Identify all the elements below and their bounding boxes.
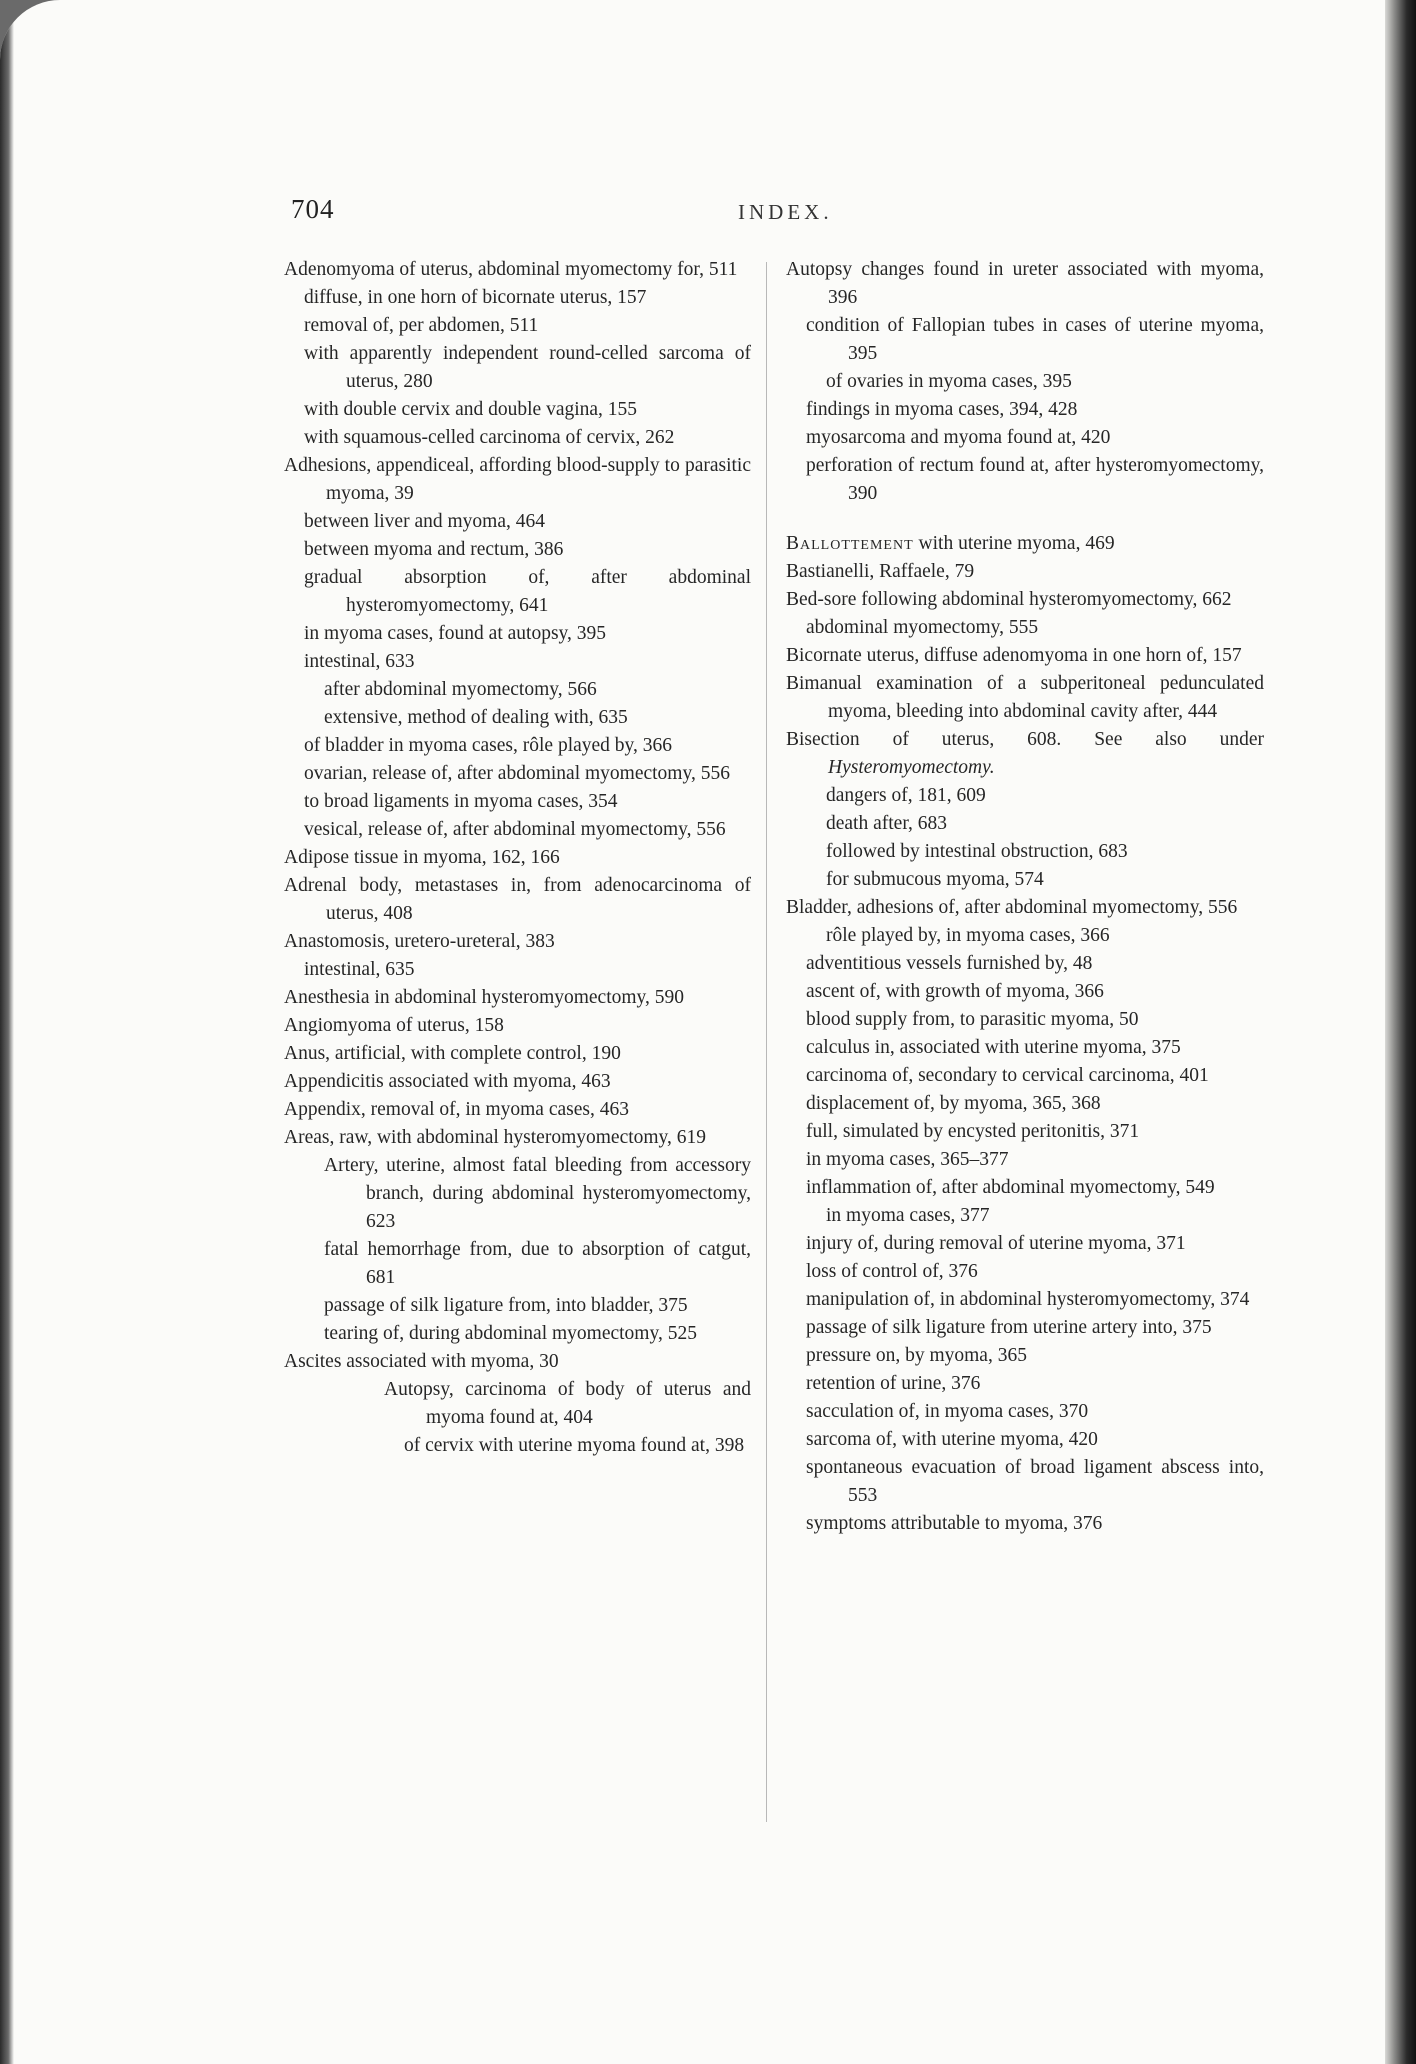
index-entry-text: Bladder, adhesions of, after abdominal myomectomy, 556	[786, 897, 1238, 918]
index-entry	[786, 670, 1264, 726]
index-entry	[786, 1062, 1264, 1090]
index-entry-text: Adenomyoma of uterus, abdominal myomectomy for, 511	[284, 259, 738, 280]
index-entry-text: condition of Fallopian tubes in cases of uterine myoma, 395	[806, 315, 1264, 364]
index-entry	[786, 368, 1264, 396]
index-entry-text: Angiomyoma of uterus, 158	[284, 1015, 504, 1036]
index-entry-text: of bladder in myoma cases, rôle played by, 366	[304, 735, 673, 756]
index-entry	[786, 452, 1264, 508]
index-entry-text: dangers of, 181, 609	[826, 785, 986, 806]
index-entry-text: Adrenal body, metastases in, from adenocarcinoma of uterus, 408	[284, 875, 751, 924]
index-entry-text: between liver and myoma, 464	[304, 511, 545, 532]
index-entry	[786, 1230, 1264, 1258]
index-entry-text: in myoma cases, found at autopsy, 395	[304, 623, 607, 644]
index-entry	[786, 256, 1264, 312]
index-entry	[786, 1174, 1264, 1202]
index-column-left	[284, 256, 751, 1460]
index-entry-text: vesical, release of, after abdominal myomectomy, 556	[304, 819, 726, 840]
index-entry-text: Bastianelli, Raffaele, 79	[786, 561, 975, 582]
index-entry	[284, 312, 751, 340]
running-head: INDEX.	[738, 200, 833, 224]
index-entry	[786, 1202, 1264, 1230]
index-entry	[284, 872, 751, 928]
index-entry-text: removal of, per abdomen, 511	[304, 315, 539, 336]
index-entry-text: loss of control of, 376	[806, 1261, 978, 1282]
index-entry	[284, 620, 751, 648]
index-entry-text: fatal hemorrhage from, due to absorption of catgut, 681	[324, 1239, 751, 1288]
page-edge-right	[1385, 0, 1416, 2064]
index-entry-text: Bimanual examination of a subperitoneal pedunculated myoma, bleeding into abdominal cavity after, 444	[786, 673, 1264, 722]
index-entry-text: Ascites associated with myoma, 30	[284, 1351, 559, 1372]
index-entry-text: abdominal myomectomy, 555	[806, 617, 1039, 638]
index-entry	[284, 732, 751, 760]
index-entry-text: extensive, method of dealing with, 635	[324, 707, 628, 728]
index-entry-text: Adipose tissue in myoma, 162, 166	[284, 847, 560, 868]
index-entry-text: blood supply from, to parasitic myoma, 50	[806, 1009, 1139, 1030]
index-entry	[786, 1118, 1264, 1146]
index-entry-text: between myoma and rectum, 386	[304, 539, 564, 560]
index-entry-text: Artery, uterine, almost fatal bleeding from accessory branch, during abdominal hysteromyomectomy, 623	[324, 1155, 751, 1232]
index-entry-text: with apparently independent round-celled sarcoma of uterus, 280	[304, 343, 751, 392]
index-entry	[786, 978, 1264, 1006]
entry-gap	[786, 508, 1264, 530]
index-entry-text: full, simulated by encysted peritonitis, 371	[806, 1121, 1140, 1142]
index-entry-text: inflammation of, after abdominal myomectomy, 549	[806, 1177, 1215, 1198]
index-entry	[284, 424, 751, 452]
index-entry	[786, 1314, 1264, 1342]
index-entry-text: injury of, during removal of uterine myoma, 371	[806, 1233, 1186, 1254]
index-entry-text: intestinal, 633	[304, 651, 415, 672]
index-entry	[786, 1454, 1264, 1510]
index-entry	[284, 1348, 751, 1376]
index-entry	[786, 1034, 1264, 1062]
index-entry	[284, 256, 751, 284]
index-entry-text: Anastomosis, uretero-ureteral, 383	[284, 931, 555, 952]
index-entry-heading: Ballottement	[786, 533, 914, 554]
index-entry-text: ovarian, release of, after abdominal myomectomy, 556	[304, 763, 730, 784]
index-entry	[786, 1146, 1264, 1174]
index-entry	[786, 866, 1264, 894]
index-entry	[284, 760, 751, 788]
index-entry	[284, 844, 751, 872]
page-number: 704	[291, 194, 335, 224]
index-entry-text: myosarcoma and myoma found at, 420	[806, 427, 1111, 448]
index-entry-text: passage of silk ligature from uterine artery into, 375	[806, 1317, 1212, 1338]
column-divider	[766, 262, 767, 1822]
index-entry	[284, 1040, 751, 1068]
index-entry	[284, 1376, 751, 1432]
index-entry-text: findings in myoma cases, 394, 428	[806, 399, 1078, 420]
index-entry-text: for submucous myoma, 574	[826, 869, 1044, 890]
index-entry-text: to broad ligaments in myoma cases, 354	[304, 791, 618, 812]
index-entry-text: Anus, artificial, with complete control, 190	[284, 1043, 621, 1064]
index-entry	[284, 1236, 751, 1292]
index-entry-text: Autopsy changes found in ureter associated with myoma, 396	[786, 259, 1264, 308]
index-entry-text: pressure on, by myoma, 365	[806, 1345, 1027, 1366]
index-entry-text: of ovaries in myoma cases, 395	[826, 371, 1072, 392]
index-entry	[284, 1068, 751, 1096]
index-entry	[786, 1398, 1264, 1426]
index-entry-text: Bicornate uterus, diffuse adenomyoma in one horn of, 157	[786, 645, 1242, 666]
index-entry-text: diffuse, in one horn of bicornate uterus, 157	[304, 287, 647, 308]
index-entry-text: Bisection of uterus, 608. See also under	[786, 729, 1264, 750]
index-entry	[786, 838, 1264, 866]
index-entry-text: Autopsy, carcinoma of body of uterus and myoma found at, 404	[384, 1379, 751, 1428]
index-entry	[786, 1286, 1264, 1314]
index-entry	[284, 676, 751, 704]
index-entry	[284, 396, 751, 424]
index-entry	[786, 1342, 1264, 1370]
index-entry-text: with uterine myoma, 469	[913, 533, 1115, 554]
index-entry	[786, 558, 1264, 586]
index-entry	[284, 564, 751, 620]
index-entry-text: adventitious vessels furnished by, 48	[806, 953, 1093, 974]
index-entry-text: manipulation of, in abdominal hysteromyomectomy, 374	[806, 1289, 1250, 1310]
index-entry	[284, 1152, 751, 1236]
index-entry	[786, 894, 1264, 922]
index-entry	[786, 642, 1264, 670]
index-entry	[786, 1258, 1264, 1286]
index-entry	[284, 284, 751, 312]
index-entry	[284, 1432, 751, 1460]
index-entry-text: displacement of, by myoma, 365, 368	[806, 1093, 1101, 1114]
index-entry-text: spontaneous evacuation of broad ligament abscess into, 553	[806, 1457, 1264, 1506]
index-entry	[284, 1320, 751, 1348]
index-entry	[284, 340, 751, 396]
index-entry-text: retention of urine, 376	[806, 1373, 981, 1394]
index-entry	[284, 536, 751, 564]
index-entry-text: carcinoma of, secondary to cervical carcinoma, 401	[806, 1065, 1209, 1086]
index-entry	[786, 1370, 1264, 1398]
index-entry-text: calculus in, associated with uterine myoma, 375	[806, 1037, 1181, 1058]
index-entry	[786, 922, 1264, 950]
index-entry	[786, 782, 1264, 810]
index-entry-text: after abdominal myomectomy, 566	[324, 679, 597, 700]
index-entry-text: Appendix, removal of, in myoma cases, 463	[284, 1099, 629, 1120]
index-entry	[786, 530, 1264, 558]
index-entry-text: in myoma cases, 365–377	[806, 1149, 1009, 1170]
index-entry	[786, 396, 1264, 424]
index-entry	[284, 1096, 751, 1124]
index-entry-text: symptoms attributable to myoma, 376	[806, 1513, 1103, 1534]
index-entry	[284, 788, 751, 816]
index-entry-text: death after, 683	[826, 813, 948, 834]
index-entry-text: rôle played by, in myoma cases, 366	[826, 925, 1110, 946]
index-entry-text: Appendicitis associated with myoma, 463	[284, 1071, 611, 1092]
index-entry-text: Adhesions, appendiceal, affording blood-supply to parasitic myoma, 39	[284, 455, 751, 504]
index-entry-cross-reference: Hysteromyomectomy.	[828, 757, 995, 778]
index-entry	[786, 1090, 1264, 1118]
index-entry-text: followed by intestinal obstruction, 683	[826, 841, 1128, 862]
index-entry	[786, 1426, 1264, 1454]
index-entry-text: with squamous-celled carcinoma of cervix, 262	[304, 427, 675, 448]
index-entry-text: ascent of, with growth of myoma, 366	[806, 981, 1104, 1002]
index-entry	[786, 312, 1264, 368]
index-entry	[786, 950, 1264, 978]
index-entry-text: sacculation of, in myoma cases, 370	[806, 1401, 1089, 1422]
index-entry	[284, 1292, 751, 1320]
index-entry-text: passage of silk ligature from, into bladder, 375	[324, 1295, 688, 1316]
index-entry-text: gradual absorption of, after abdominal hysteromyomectomy, 641	[304, 567, 751, 616]
index-entry-text: with double cervix and double vagina, 155	[304, 399, 638, 420]
index-entry	[786, 424, 1264, 452]
index-entry	[284, 1012, 751, 1040]
index-entry-text: perforation of rectum found at, after hysteromyomectomy, 390	[806, 455, 1264, 504]
index-entry-text: intestinal, 635	[304, 959, 415, 980]
index-entry-text: of cervix with uterine myoma found at, 398	[404, 1435, 745, 1456]
index-entry	[284, 1124, 751, 1152]
index-entry	[284, 452, 751, 508]
index-entry-text: Anesthesia in abdominal hysteromyomectomy, 590	[284, 987, 685, 1008]
index-entry	[786, 586, 1264, 614]
index-entry-text: Areas, raw, with abdominal hysteromyomectomy, 619	[284, 1127, 707, 1148]
index-entry	[284, 816, 751, 844]
index-entry	[284, 704, 751, 732]
index-entry-text: in myoma cases, 377	[826, 1205, 990, 1226]
index-entry-text: sarcoma of, with uterine myoma, 420	[806, 1429, 1098, 1450]
index-entry	[284, 508, 751, 536]
index-column-right	[786, 256, 1264, 1538]
index-entry	[284, 984, 751, 1012]
index-entry	[786, 726, 1264, 782]
index-entry	[284, 928, 751, 956]
index-entry-text: Bed-sore following abdominal hysteromyomectomy, 662	[786, 589, 1232, 610]
index-entry	[786, 1006, 1264, 1034]
index-entry	[786, 614, 1264, 642]
page-binding-edge	[0, 0, 14, 2064]
index-entry-text: tearing of, during abdominal myomectomy, 525	[324, 1323, 697, 1344]
index-entry	[284, 956, 751, 984]
index-entry	[786, 810, 1264, 838]
index-entry	[284, 648, 751, 676]
index-entry	[786, 1510, 1264, 1538]
